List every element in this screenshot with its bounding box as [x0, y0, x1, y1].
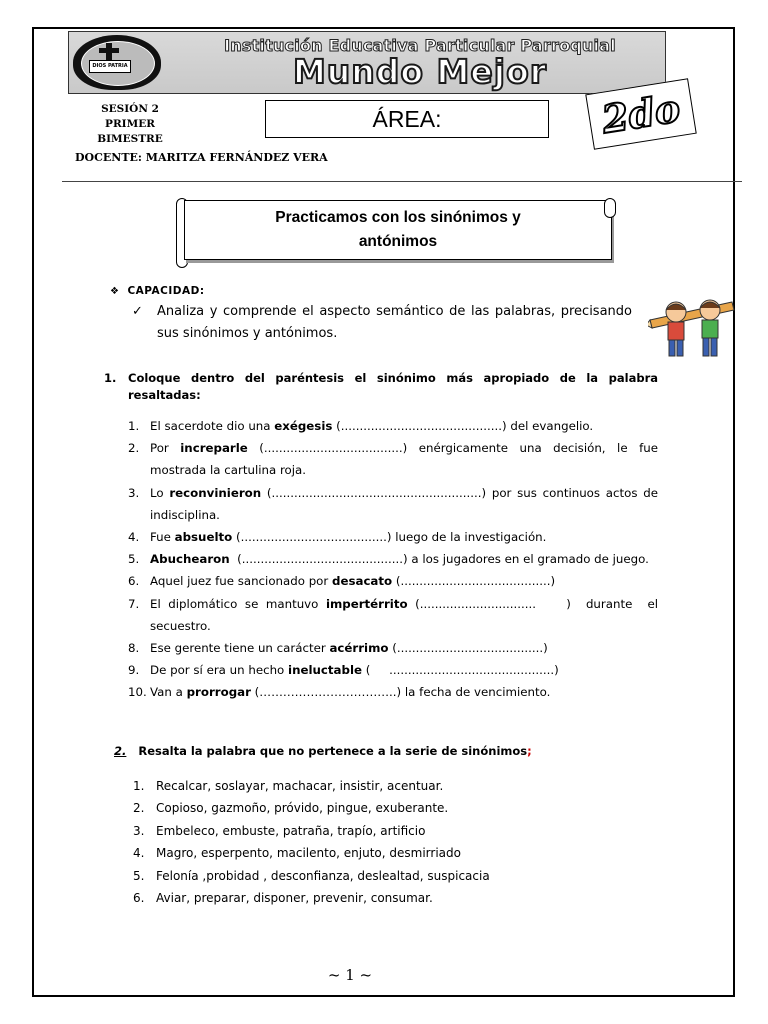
item-number: 8. [128, 641, 140, 656]
highlighted-word: prorrogar [186, 685, 251, 700]
list-item [133, 775, 633, 797]
highlighted-word: reconvinieron [169, 485, 262, 500]
highlighted-word: increparle [180, 441, 248, 456]
synonym-exercise-list [128, 415, 662, 704]
teacher-name: DOCENTE: MARITZA FERNÁNDEZ VERA [75, 151, 328, 164]
item-text: Van a [150, 685, 187, 700]
item-text: Aquel juez fue sancionado por [150, 574, 333, 589]
item-blank: (...........................................) del evangelio. [332, 419, 594, 433]
list-item [128, 415, 658, 437]
item-text: Copioso, gazmoño, próvido, pingue, exuberante. [156, 801, 449, 816]
list-item [133, 797, 633, 819]
item-blank: ( ............................................) [362, 663, 559, 678]
highlighted-word: impertérrito [325, 596, 408, 611]
item-blank: (.....................................) enérgicamente una decisión, le fue mostrada la cartulina roja. [150, 441, 662, 478]
highlighted-word: acérrimo [329, 641, 389, 656]
list-item [133, 887, 633, 909]
highlighted-word: exégesis [274, 419, 333, 433]
item-number: 6. [128, 574, 140, 589]
item-number: 4. [133, 846, 145, 861]
capacidad-label: ❖ CAPACIDAD: [110, 285, 205, 297]
item-text: El sacerdote dio una [150, 419, 275, 433]
item-blank: (............................... ) durante el secuestro. [150, 596, 662, 633]
item-text: El diplomático se mantuvo [150, 596, 326, 611]
kids-with-pencil-illustration [648, 296, 736, 364]
session-label: SESIÓN 2 [101, 103, 159, 115]
item-text: Felonía ,probidad , desconfianza, deslealtad, suspicacia [156, 868, 490, 883]
list-item [128, 593, 662, 637]
title-scroll [174, 198, 618, 268]
list-item [133, 820, 633, 842]
list-item [128, 482, 662, 526]
item-number: 6. [133, 891, 145, 906]
item-text: Fue [150, 530, 175, 545]
item-text: De por sí era un hecho [150, 663, 289, 678]
item-number: 7. [128, 596, 140, 611]
header-divider [62, 181, 742, 182]
list-item [128, 659, 658, 681]
series-exercise-list [133, 775, 633, 909]
item-number: 1. [133, 779, 145, 793]
section-1-heading: 1. Coloque dentro del paréntesis el sinónimo más apropiado de la palabra resaltadas: [104, 371, 658, 402]
item-blank: (.......................................) luego de la investigación. [232, 530, 547, 545]
item-blank: (...........................................) a los jugadores en el gramado de juego. [229, 552, 649, 567]
shield-motto: DIOS PATRIA [89, 60, 131, 73]
item-blank: (........................................................) por sus continuos actos de indisciplina. [150, 485, 662, 522]
list-item [133, 842, 633, 864]
school-banner [68, 31, 666, 94]
highlighted-word: Abuchearon [150, 552, 230, 567]
session-info [80, 102, 180, 147]
capacidad-text: ✓ Analiza y comprende el aspecto semántico de las palabras, precisando sus sinónimos y antónimos. [132, 301, 632, 345]
page-title: Practicamos con los sinónimos y antónimos [275, 209, 521, 250]
grade-badge: 2do [585, 78, 696, 150]
item-number: 9. [128, 663, 140, 678]
diamond-bullet-icon: ❖ [110, 286, 120, 297]
item-text: Por [150, 441, 181, 456]
section-2-heading: 2. Resalta la palabra que no pertenece a la serie de sinónimos; [114, 744, 532, 758]
item-blank: (.......................................) [388, 641, 548, 656]
scroll-roll-icon [604, 198, 616, 218]
term-label: PRIMER BIMESTRE [97, 118, 163, 145]
item-blank: (……………………………..) la fecha de vencimiento. [250, 685, 551, 700]
page-number: ~ 1 ~ [327, 966, 373, 984]
item-text: Magro, esperpento, macilento, enjuto, desmirriado [156, 846, 461, 861]
item-number: 10. [128, 685, 147, 700]
item-text: Recalcar, soslayar, machacar, insistir, acentuar. [156, 779, 444, 793]
school-name: Mundo Mejor [292, 52, 548, 91]
school-shield-logo [73, 35, 161, 90]
item-number: 3. [133, 823, 145, 838]
item-number: 4. [128, 530, 140, 545]
institution-name: Institución Educativa Particular Parroquial [224, 36, 616, 55]
highlighted-word: ineluctable [288, 663, 362, 678]
item-blank: (........................................) [392, 574, 556, 589]
area-box: ÁREA: [265, 100, 549, 138]
item-number: 2. [128, 441, 140, 456]
list-item [133, 865, 633, 887]
item-number: 5. [128, 552, 140, 567]
checkmark-icon: ✓ [132, 304, 143, 319]
item-text: Ese gerente tiene un carácter [150, 641, 330, 656]
item-number: 1. [128, 419, 140, 433]
item-number: 5. [133, 868, 145, 883]
item-text: Aviar, preparar, disponer, prevenir, consumar. [156, 891, 433, 906]
list-item [128, 437, 662, 481]
list-item [128, 570, 658, 592]
list-item [128, 548, 658, 570]
list-item [128, 681, 658, 703]
item-text: Lo [150, 485, 170, 500]
item-number: 3. [128, 485, 140, 500]
list-item [128, 637, 658, 659]
highlighted-word: desacato [332, 574, 393, 589]
item-number: 2. [133, 801, 145, 816]
highlighted-word: absuelto [174, 530, 233, 545]
item-text: Embeleco, embuste, patraña, trapío, artificio [156, 823, 426, 838]
list-item [128, 526, 658, 548]
